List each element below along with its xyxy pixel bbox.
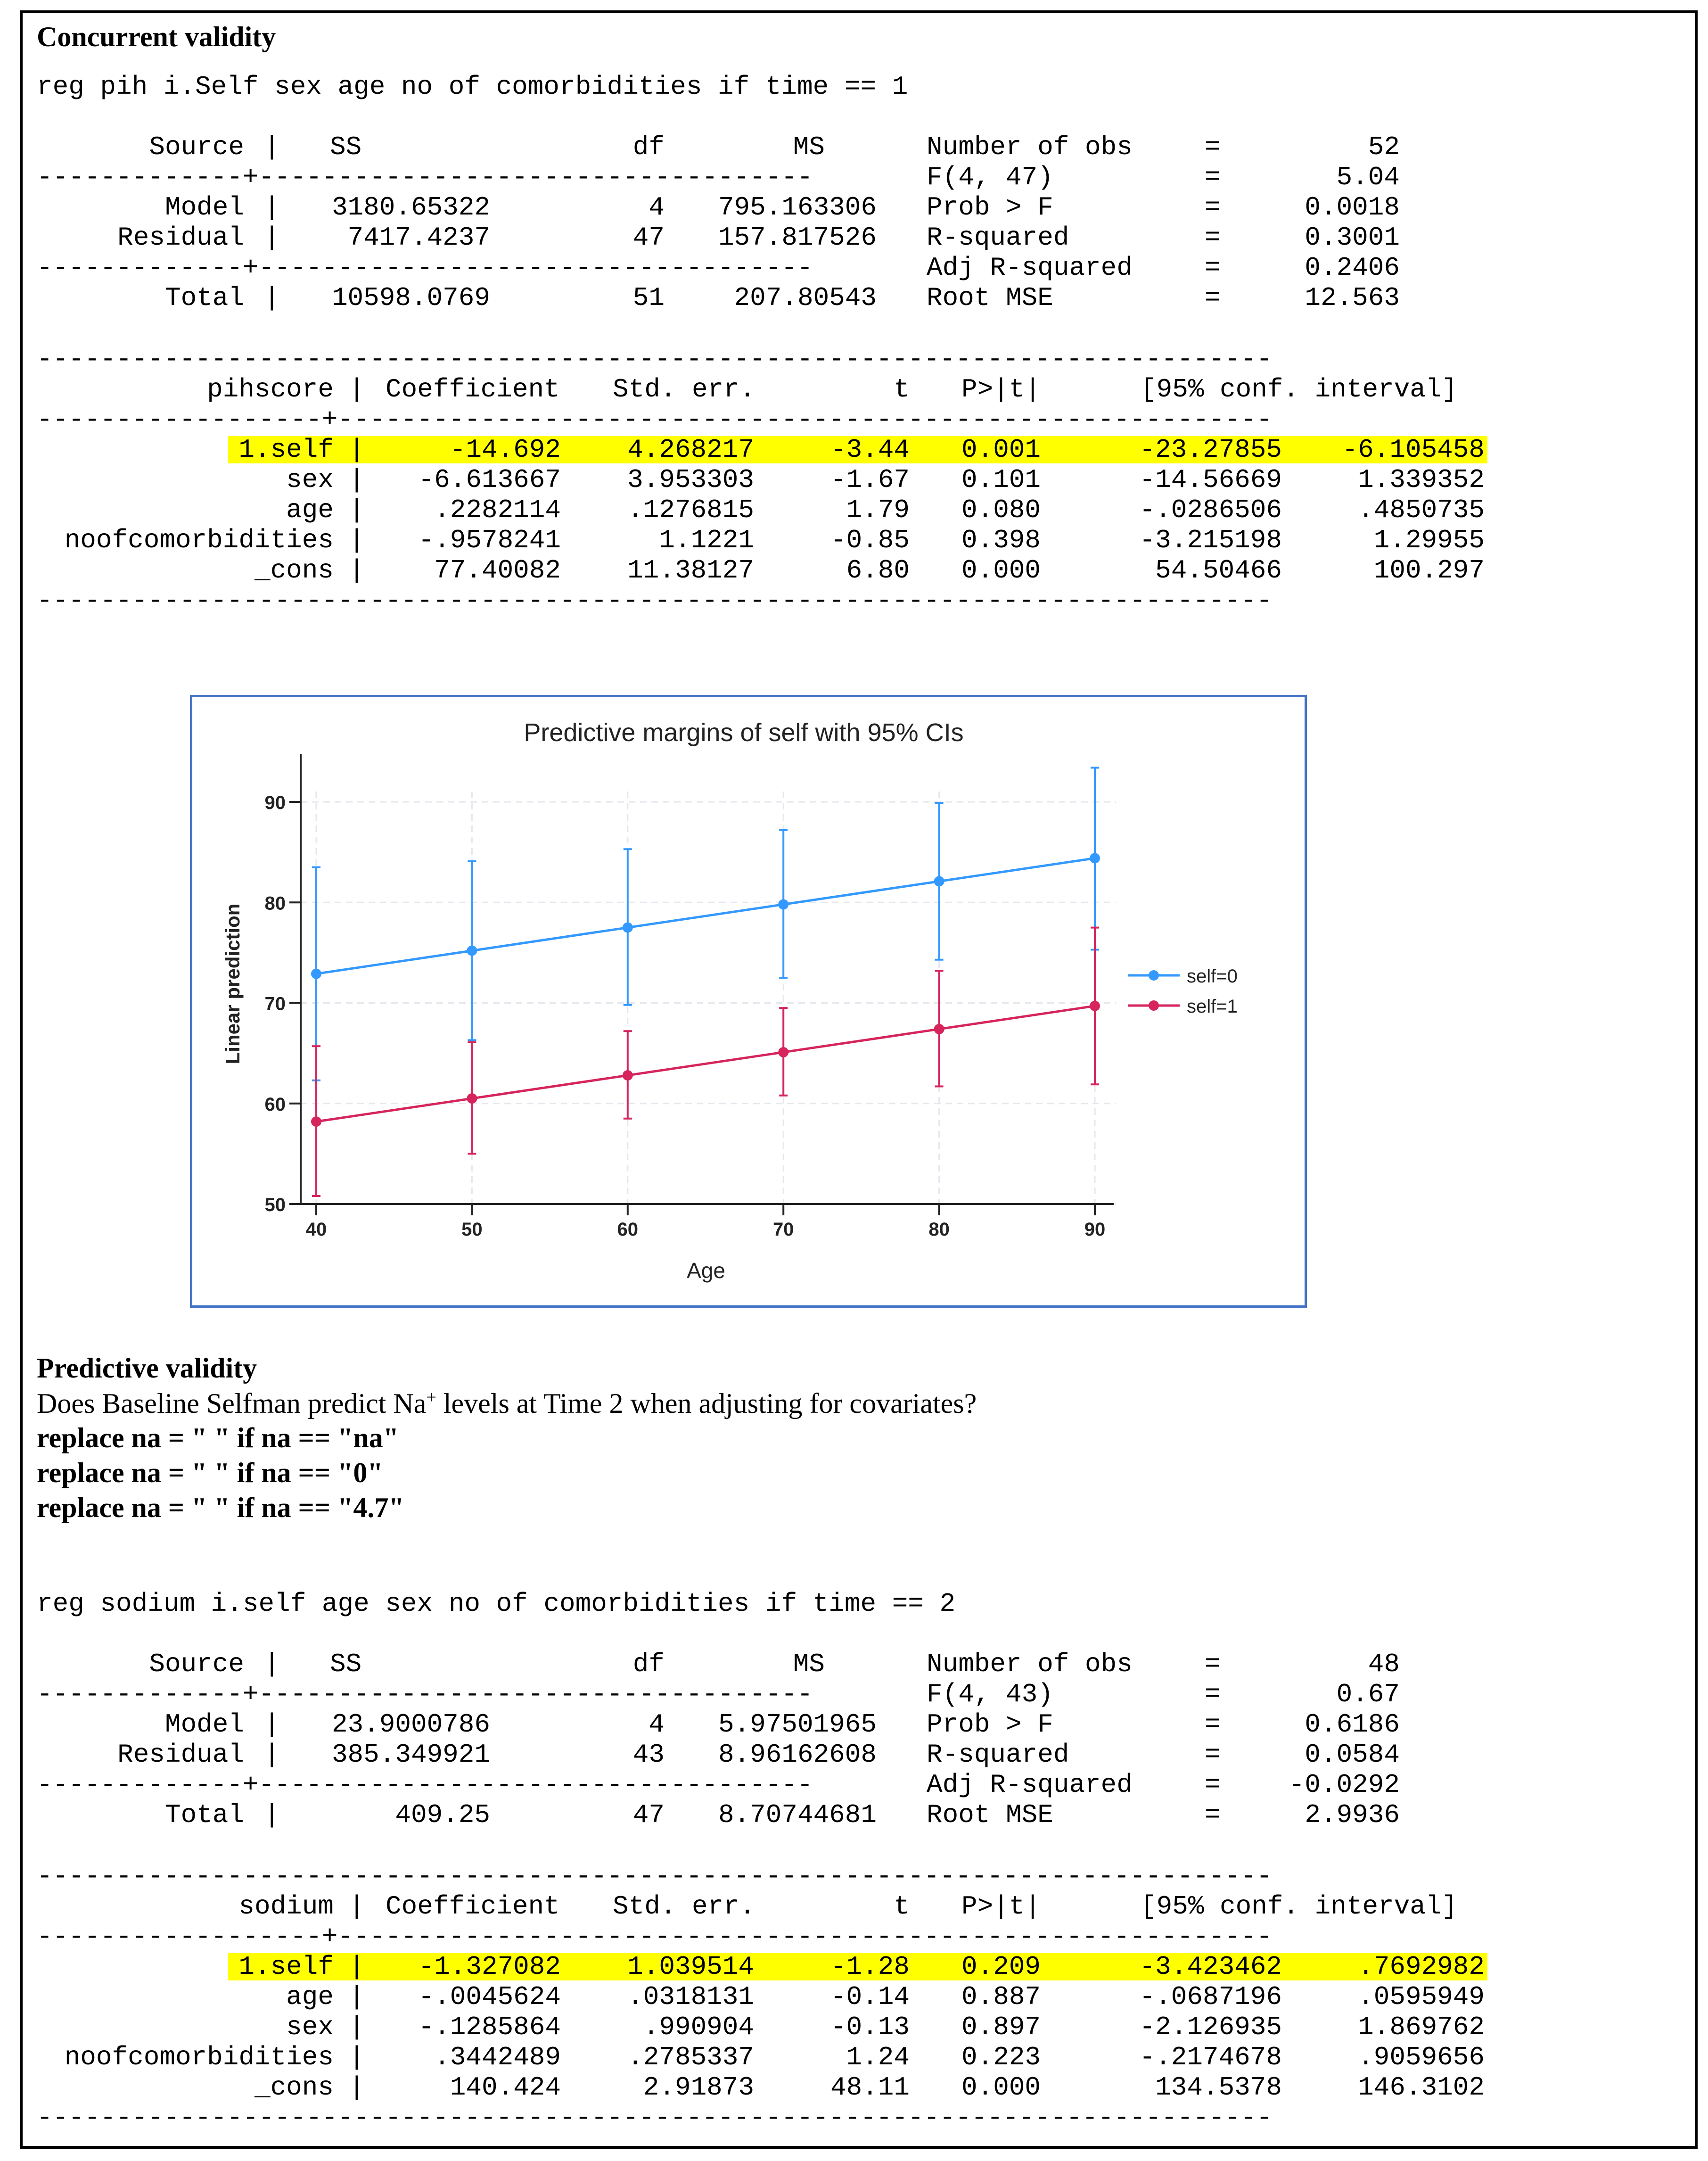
x-tick-label: 80 — [928, 1219, 950, 1240]
coef-header-t: t — [894, 374, 910, 404]
data-point — [623, 1070, 633, 1080]
x-tick-label: 70 — [772, 1219, 794, 1240]
chart-svg — [192, 697, 1305, 1305]
separator-line: -------------+----------------------------------- — [37, 1770, 813, 1800]
anova-header-ms: MS — [793, 1649, 825, 1679]
data-point — [934, 1024, 944, 1034]
anova-source: Residual — [117, 223, 244, 253]
coef-value: 140.424 — [450, 2072, 561, 2103]
anova-df: 43 — [632, 1740, 665, 1770]
column-divider: | — [264, 1649, 280, 1679]
anova-df: 51 — [632, 283, 665, 313]
coef-p: 0.398 — [961, 525, 1041, 555]
data-point — [467, 1093, 477, 1104]
coef-var: age — [286, 495, 334, 525]
stat-label: F(4, 43) — [927, 1679, 1053, 1709]
column-divider: | — [264, 192, 280, 223]
anova-ss: 23.9000786 — [331, 1709, 490, 1740]
column-divider: | — [349, 2042, 365, 2072]
command-line: reg sodium i.self age sex no of comorbidities if time == 2 — [37, 1589, 956, 1619]
replace-line: replace na = " " if na == "4.7" — [37, 1492, 404, 1523]
coef-t: -1.67 — [830, 465, 910, 495]
anova-source: Residual — [117, 1740, 244, 1770]
legend-label: self=1 — [1187, 996, 1238, 1017]
anova-ms: 8.96162608 — [718, 1740, 877, 1770]
y-axis-label: Linear prediction — [222, 903, 244, 1064]
series-line — [316, 858, 1095, 973]
y-tick-label: 70 — [264, 993, 286, 1015]
coef-var: _cons — [254, 2072, 334, 2103]
coef-p: 0.223 — [961, 2042, 1041, 2072]
column-divider: | — [264, 1800, 280, 1830]
series-self=0 — [311, 767, 1100, 1080]
coef-var: noofcomorbidities — [64, 2042, 334, 2072]
coef-t: -0.14 — [830, 1982, 910, 2012]
anova-ms: 8.70744681 — [718, 1800, 877, 1830]
coef-t: 6.80 — [846, 555, 910, 586]
coef-ci-high: 1.869762 — [1358, 2012, 1485, 2042]
data-point — [1090, 1001, 1100, 1011]
anova-header-source: Source — [149, 132, 244, 162]
coef-se: 1.1221 — [659, 525, 754, 555]
coef-se: 11.38127 — [627, 555, 754, 586]
data-point — [311, 969, 321, 979]
coef-p: 0.897 — [961, 2012, 1041, 2042]
stat-label: Adj R-squared — [927, 1770, 1133, 1800]
anova-header-ms: MS — [793, 132, 825, 162]
coef-t: 1.24 — [846, 2042, 910, 2072]
coef-ci-high: .7692982 — [1358, 1952, 1485, 1982]
stat-eq: = — [1205, 1709, 1221, 1740]
section-heading-concurrent: Concurrent validity — [37, 21, 276, 52]
question-post: levels at Time 2 when adjusting for covariates? — [436, 1388, 977, 1419]
column-divider: | — [349, 374, 365, 404]
stat-label: Number of obs — [927, 132, 1133, 162]
coef-ci-high: 1.339352 — [1358, 465, 1485, 495]
coef-ci-low: -2.126935 — [1139, 2012, 1282, 2042]
coef-p: 0.000 — [961, 555, 1041, 586]
anova-ss: 385.349921 — [331, 1740, 490, 1770]
column-divider: | — [264, 132, 280, 162]
stat-eq: = — [1205, 162, 1221, 192]
stat-value: 0.6186 — [1305, 1709, 1400, 1740]
coef-value: -1.327082 — [418, 1952, 561, 1982]
coef-header-p: P>|t| — [961, 1891, 1041, 1922]
column-divider: | — [349, 435, 365, 465]
anova-ss: 409.25 — [395, 1800, 490, 1830]
coef-p: 0.887 — [961, 1982, 1041, 2012]
x-tick-label: 50 — [461, 1219, 483, 1240]
column-divider: | — [349, 2072, 365, 2103]
coef-var: age — [286, 1982, 334, 2012]
data-point — [778, 899, 788, 910]
coef-se: 3.953303 — [627, 465, 754, 495]
column-divider: | — [264, 1740, 280, 1770]
coef-value: -.9578241 — [418, 525, 561, 555]
anova-df: 47 — [632, 223, 665, 253]
coef-header-se: Std. err. — [613, 1891, 755, 1922]
coef-value: -6.613667 — [418, 465, 561, 495]
coef-header-ci: [95% conf. interval] — [1141, 1891, 1458, 1922]
stat-eq: = — [1205, 192, 1221, 223]
stat-eq: = — [1205, 1800, 1221, 1830]
coef-ci-high: -6.105458 — [1342, 435, 1485, 465]
coef-p: 0.209 — [961, 1952, 1041, 1982]
coef-value: -.1285864 — [418, 2012, 561, 2042]
stat-eq: = — [1205, 1649, 1221, 1679]
coef-t: -3.44 — [830, 435, 910, 465]
coef-ci-high: .4850735 — [1358, 495, 1485, 525]
anova-ms: 157.817526 — [718, 223, 877, 253]
stat-value: 0.0584 — [1305, 1740, 1400, 1770]
coef-ci-low: -.2174678 — [1139, 2042, 1282, 2072]
coef-ci-low: -23.27855 — [1139, 435, 1282, 465]
column-divider: | — [349, 1952, 365, 1982]
coef-ci-low: -.0286506 — [1139, 495, 1282, 525]
stat-value: 0.3001 — [1305, 223, 1400, 253]
anova-df: 47 — [632, 1800, 665, 1830]
stat-value: 0.67 — [1336, 1679, 1400, 1709]
coef-se: 2.91873 — [643, 2072, 754, 2103]
stat-eq: = — [1205, 1740, 1221, 1770]
coef-var: _cons — [254, 555, 334, 586]
column-divider: | — [349, 1982, 365, 2012]
x-tick-label: 90 — [1084, 1219, 1106, 1240]
anova-ms: 795.163306 — [718, 192, 877, 223]
anova-header-df: df — [632, 1649, 665, 1679]
legend-marker — [1149, 970, 1159, 981]
column-divider: | — [349, 465, 365, 495]
coef-ci-low: -3.215198 — [1139, 525, 1282, 555]
coef-value: -14.692 — [450, 435, 561, 465]
anova-header-ss: SS — [330, 1649, 362, 1679]
stat-value: 2.9936 — [1305, 1800, 1400, 1830]
y-tick-label: 60 — [264, 1094, 286, 1115]
coef-ci-low: -3.423462 — [1139, 1952, 1282, 1982]
coef-var: noofcomorbidities — [64, 525, 334, 555]
legend-label: self=0 — [1187, 966, 1238, 987]
coef-p: 0.000 — [961, 2072, 1041, 2103]
stat-eq: = — [1205, 1770, 1221, 1800]
stat-eq: = — [1205, 283, 1221, 313]
coef-t: 48.11 — [830, 2072, 910, 2103]
separator-line: ------------------------------------------------------------------------------ — [37, 586, 1273, 616]
stat-eq: = — [1205, 223, 1221, 253]
coef-se: .2785337 — [627, 2042, 754, 2072]
anova-source: Model — [164, 1709, 244, 1740]
data-point — [311, 1116, 321, 1127]
anova-header-ss: SS — [330, 132, 362, 162]
coef-ci-high: 146.3102 — [1358, 2072, 1485, 2103]
separator-line: -------------+----------------------------------- — [37, 162, 813, 192]
coef-p: 0.080 — [961, 495, 1041, 525]
coef-header-coef: Coefficient — [386, 1891, 560, 1922]
data-point — [1090, 853, 1100, 863]
coef-ci-low: -14.56669 — [1139, 465, 1282, 495]
coef-var: sex — [286, 465, 334, 495]
coef-header-t: t — [894, 1891, 910, 1922]
stat-label: Prob > F — [927, 1709, 1053, 1740]
separator-line: ------------------+----------------------------------------------------------- — [37, 1922, 1273, 1952]
coef-ci-low: -.0687196 — [1139, 1982, 1282, 2012]
coef-value: .3442489 — [434, 2042, 561, 2072]
data-point — [934, 876, 944, 886]
stat-eq: = — [1205, 132, 1221, 162]
stat-label: Number of obs — [927, 1649, 1133, 1679]
question-pre: Does Baseline Selfman predict Na — [37, 1388, 427, 1419]
y-tick-label: 50 — [264, 1195, 286, 1215]
stat-label: Root MSE — [927, 283, 1053, 313]
coef-t: -0.85 — [830, 525, 910, 555]
coef-se: 4.268217 — [627, 435, 754, 465]
anova-source: Total — [164, 1800, 244, 1830]
series-self=1 — [311, 928, 1100, 1196]
coef-ci-low: 134.5378 — [1155, 2072, 1282, 2103]
y-tick-label: 80 — [264, 893, 286, 914]
coef-se: .990904 — [643, 2012, 754, 2042]
stat-label: Root MSE — [927, 1800, 1053, 1830]
stat-eq: = — [1205, 253, 1221, 283]
anova-header-df: df — [632, 132, 665, 162]
coef-var: 1.self — [238, 435, 334, 465]
anova-ms: 207.80543 — [734, 283, 877, 313]
column-divider: | — [349, 525, 365, 555]
anova-ms: 5.97501965 — [718, 1709, 877, 1740]
section-heading-predictive: Predictive validity — [37, 1353, 257, 1384]
column-divider: | — [349, 495, 365, 525]
stat-value: 5.04 — [1336, 162, 1400, 192]
chart-title: Predictive margins of self with 95% CIs — [524, 718, 964, 747]
anova-df: 4 — [649, 1709, 665, 1740]
column-divider: | — [349, 555, 365, 586]
stat-value: -0.0292 — [1289, 1770, 1400, 1800]
coef-t: 1.79 — [846, 495, 910, 525]
column-divider: | — [349, 2012, 365, 2042]
stat-eq: = — [1205, 1679, 1221, 1709]
data-point — [778, 1047, 788, 1057]
coef-p: 0.001 — [961, 435, 1041, 465]
question-sup: + — [426, 1387, 436, 1407]
coef-header-se: Std. err. — [613, 374, 755, 404]
column-divider: | — [264, 283, 280, 313]
coef-header-coef: Coefficient — [386, 374, 560, 404]
series-line — [316, 1006, 1095, 1122]
coef-header-var: sodium — [238, 1891, 334, 1922]
legend-marker — [1149, 1000, 1159, 1011]
y-tick-label: 90 — [264, 792, 286, 813]
column-divider: | — [349, 1891, 365, 1922]
coef-value: 77.40082 — [434, 555, 561, 586]
question-text — [37, 1387, 977, 1420]
coef-ci-high: .0595949 — [1358, 1982, 1485, 2012]
coef-t: -0.13 — [830, 2012, 910, 2042]
stat-label: Prob > F — [927, 192, 1053, 223]
x-axis-label: Age — [687, 1258, 725, 1283]
separator-line: ------------------------------------------------------------------------------ — [37, 344, 1273, 374]
column-divider: | — [264, 1709, 280, 1740]
coef-t: -1.28 — [830, 1952, 910, 1982]
stat-value: 0.2406 — [1305, 253, 1400, 283]
data-point — [467, 946, 477, 956]
coef-var: 1.self — [238, 1952, 334, 1982]
coef-header-ci: [95% conf. interval] — [1141, 374, 1458, 404]
separator-line: ------------------------------------------------------------------------------ — [37, 2103, 1273, 2133]
anova-header-source: Source — [149, 1649, 244, 1679]
data-point — [623, 923, 633, 933]
stat-label: R-squared — [927, 223, 1069, 253]
stat-label: F(4, 47) — [927, 162, 1053, 192]
anova-ss: 7417.4237 — [347, 223, 490, 253]
anova-ss: 3180.65322 — [331, 192, 490, 223]
coef-ci-low: 54.50466 — [1155, 555, 1282, 586]
stat-value: 12.563 — [1305, 283, 1400, 313]
separator-line: ------------------------------------------------------------------------------ — [37, 1861, 1273, 1891]
coef-ci-high: 100.297 — [1373, 555, 1485, 586]
margins-chart — [190, 695, 1307, 1308]
anova-ss: 10598.0769 — [331, 283, 490, 313]
coef-se: 1.039514 — [627, 1952, 754, 1982]
x-tick-label: 60 — [617, 1219, 639, 1240]
replace-line: replace na = " " if na == "na" — [37, 1422, 399, 1453]
stat-label: Adj R-squared — [927, 253, 1133, 283]
separator-line: -------------+----------------------------------- — [37, 253, 813, 283]
column-divider: | — [264, 223, 280, 253]
coef-var: sex — [286, 2012, 334, 2042]
coef-value: -.0045624 — [418, 1982, 561, 2012]
replace-line: replace na = " " if na == "0" — [37, 1457, 383, 1488]
coef-se: .1276815 — [627, 495, 754, 525]
stat-label: R-squared — [927, 1740, 1069, 1770]
coef-se: .0318131 — [627, 1982, 754, 2012]
anova-df: 4 — [649, 192, 665, 223]
anova-source: Total — [164, 283, 244, 313]
coef-header-p: P>|t| — [961, 374, 1041, 404]
anova-source: Model — [164, 192, 244, 223]
coef-ci-high: 1.29955 — [1373, 525, 1485, 555]
x-tick-label: 40 — [305, 1219, 327, 1240]
coef-header-var: pihscore — [207, 374, 334, 404]
separator-line: ------------------+----------------------------------------------------------- — [37, 404, 1273, 435]
separator-line: -------------+----------------------------------- — [37, 1679, 813, 1709]
coef-ci-high: .9059656 — [1358, 2042, 1485, 2072]
command-line: reg pih i.Self sex age no of comorbidities if time == 1 — [37, 72, 908, 102]
stat-value: 52 — [1368, 132, 1400, 162]
coef-p: 0.101 — [961, 465, 1041, 495]
stat-value: 0.0018 — [1305, 192, 1400, 223]
stat-value: 48 — [1368, 1649, 1400, 1679]
coef-value: .2282114 — [434, 495, 561, 525]
